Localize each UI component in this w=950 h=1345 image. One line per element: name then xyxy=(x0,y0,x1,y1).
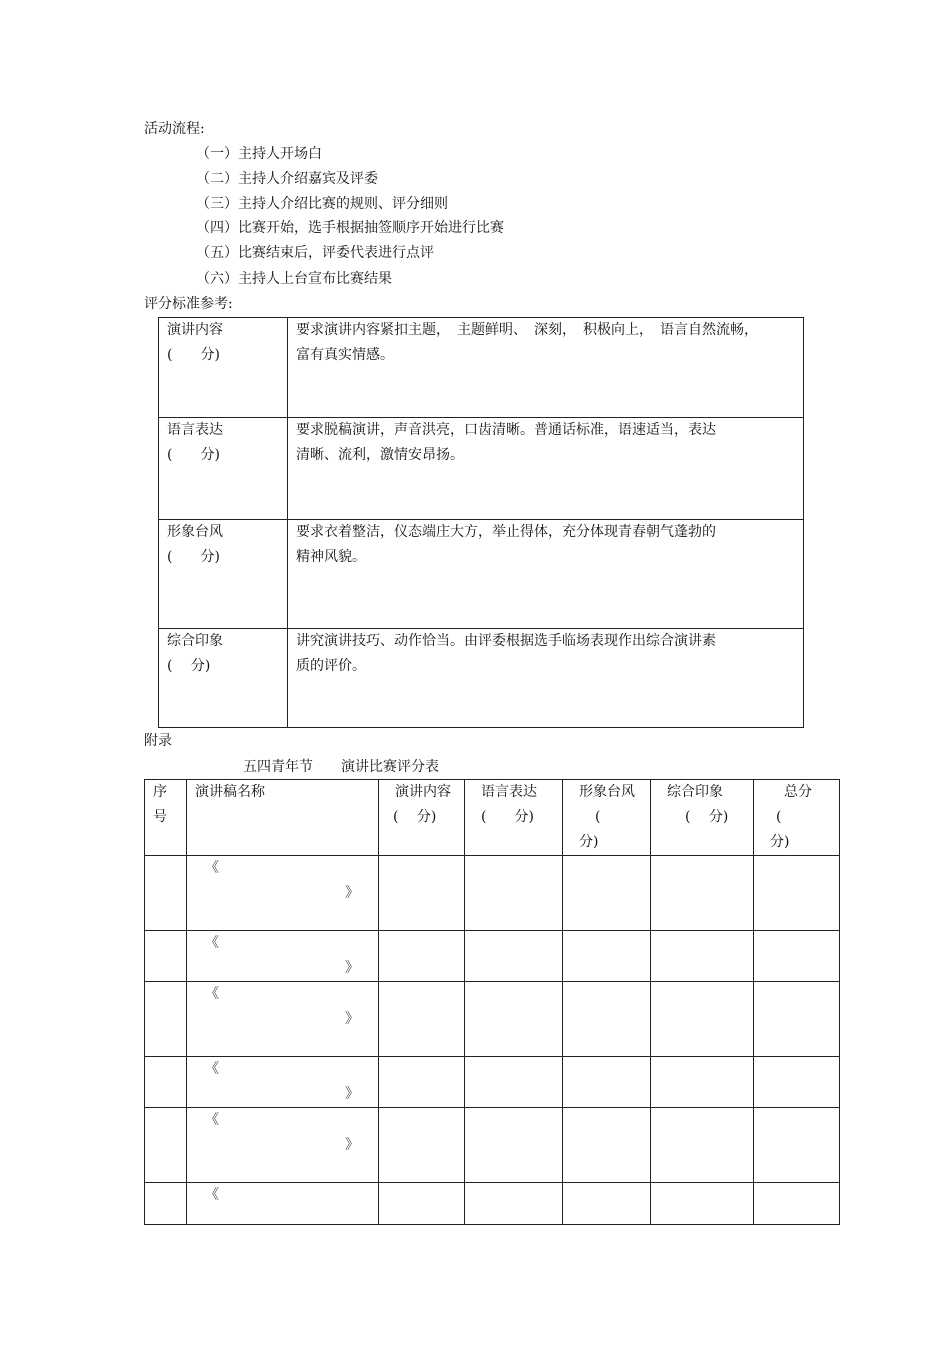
score-cell[interactable] xyxy=(465,1183,563,1225)
header-text: 总分 xyxy=(784,784,812,800)
score-cell[interactable] xyxy=(651,1183,754,1225)
open-title-mark: 《 xyxy=(205,1187,219,1203)
total-cell[interactable] xyxy=(754,982,840,1057)
header-image xyxy=(563,780,651,856)
speech-title-cell[interactable] xyxy=(187,1108,379,1183)
criteria-name-cell xyxy=(159,520,288,629)
speech-title-cell[interactable] xyxy=(187,856,379,931)
header-no xyxy=(145,780,187,856)
criteria-name-cell xyxy=(159,318,288,418)
score-cell[interactable] xyxy=(563,1108,651,1183)
score-cell[interactable] xyxy=(465,982,563,1057)
score-cell[interactable] xyxy=(651,856,754,931)
criteria-name: 演讲内容 xyxy=(167,322,223,338)
row-no-cell[interactable] xyxy=(145,1183,187,1225)
score-cell[interactable] xyxy=(563,931,651,982)
total-cell[interactable] xyxy=(754,931,840,982)
row-no-cell[interactable] xyxy=(145,982,187,1057)
criteria-name-cell xyxy=(159,418,288,520)
row-no-cell[interactable] xyxy=(145,931,187,982)
process-step: （五）比赛结束后，评委代表进行点评 xyxy=(196,245,434,261)
header-text: ( 分) xyxy=(481,809,534,825)
criteria-table xyxy=(158,317,804,728)
process-step: （六）主持人上台宣布比赛结果 xyxy=(196,271,392,287)
row-no-cell[interactable] xyxy=(145,1108,187,1183)
criteria-name: 形象台风 xyxy=(167,524,223,540)
open-title-mark: 《 xyxy=(205,986,219,1002)
score-cell[interactable] xyxy=(651,1108,754,1183)
header-text: ( 分) xyxy=(685,809,729,825)
score-cell[interactable] xyxy=(465,1108,563,1183)
criteria-desc-cell xyxy=(288,520,804,629)
header-text: 号 xyxy=(153,809,167,825)
header-text: 语言表达 xyxy=(481,784,537,800)
criteria-desc-line: 精神风貌。 xyxy=(296,549,366,565)
process-step: （一）主持人开场白 xyxy=(196,146,322,162)
criteria-points: ( 分) xyxy=(167,658,211,674)
open-title-mark: 《 xyxy=(205,935,219,951)
open-title-mark: 《 xyxy=(205,1112,219,1128)
criteria-points: ( 分) xyxy=(167,549,220,565)
header-text: 序 xyxy=(153,784,167,800)
score-cell[interactable] xyxy=(651,1057,754,1108)
criteria-row xyxy=(159,418,804,520)
score-cell[interactable] xyxy=(651,931,754,982)
header-text: 综合印象 xyxy=(667,784,723,800)
close-title-mark: 》 xyxy=(345,960,359,976)
criteria-desc-line: 要求衣着整洁，仪态端庄大方，举止得体，充分体现青春朝气蓬勃的 xyxy=(296,524,716,540)
header-text: ( 分) xyxy=(393,809,437,825)
criteria-desc-cell xyxy=(288,318,804,418)
score-cell[interactable] xyxy=(379,856,465,931)
criteria-desc-line: 富有真实情感。 xyxy=(296,347,394,363)
score-cell[interactable] xyxy=(465,931,563,982)
score-row xyxy=(145,982,840,1057)
total-cell[interactable] xyxy=(754,1183,840,1225)
score-row xyxy=(145,931,840,982)
score-cell[interactable] xyxy=(379,1108,465,1183)
header-text: 演讲稿名称 xyxy=(195,784,265,800)
score-cell[interactable] xyxy=(465,856,563,931)
score-row xyxy=(145,1108,840,1183)
process-step: （四）比赛开始，选手根据抽签顺序开始进行比赛 xyxy=(196,220,504,236)
criteria-title: 评分标准参考: xyxy=(144,296,233,312)
total-cell[interactable] xyxy=(754,856,840,931)
score-cell[interactable] xyxy=(651,982,754,1057)
score-cell[interactable] xyxy=(563,856,651,931)
open-title-mark: 《 xyxy=(205,1061,219,1077)
close-title-mark: 》 xyxy=(345,1137,359,1153)
criteria-name-cell xyxy=(159,629,288,728)
criteria-row xyxy=(159,520,804,629)
header-language xyxy=(465,780,563,856)
header-text: ( xyxy=(595,809,601,825)
criteria-points: ( 分) xyxy=(167,347,220,363)
criteria-desc-cell xyxy=(288,629,804,728)
speech-title-cell[interactable] xyxy=(187,1183,379,1225)
header-text: 分) xyxy=(770,834,790,850)
header-content xyxy=(379,780,465,856)
score-table-title: 五四青年节 演讲比赛评分表 xyxy=(243,759,439,775)
process-step: （二）主持人介绍嘉宾及评委 xyxy=(196,171,378,187)
criteria-desc-line: 清晰、流利，激情安昂扬。 xyxy=(296,447,464,463)
criteria-desc-line: 质的评价。 xyxy=(296,658,366,674)
speech-title-cell[interactable] xyxy=(187,982,379,1057)
appendix-label: 附录 xyxy=(144,733,172,749)
speech-title-cell[interactable] xyxy=(187,1057,379,1108)
score-cell[interactable] xyxy=(563,1057,651,1108)
row-no-cell[interactable] xyxy=(145,1057,187,1108)
criteria-row xyxy=(159,318,804,418)
total-cell[interactable] xyxy=(754,1057,840,1108)
criteria-desc-cell xyxy=(288,418,804,520)
open-title-mark: 《 xyxy=(205,860,219,876)
header-text: 分) xyxy=(579,834,599,850)
criteria-points: ( 分) xyxy=(167,447,220,463)
process-step: （三）主持人介绍比赛的规则、评分细则 xyxy=(196,196,448,212)
criteria-desc-line: 要求脱稿演讲，声音洪亮，口齿清晰。普通话标准，语速适当，表达 xyxy=(296,422,716,438)
score-cell[interactable] xyxy=(379,1183,465,1225)
process-title: 活动流程: xyxy=(144,121,205,137)
header-total xyxy=(754,780,840,856)
criteria-name: 语言表达 xyxy=(167,422,223,438)
header-text: 形象台风 xyxy=(579,784,635,800)
score-cell[interactable] xyxy=(465,1057,563,1108)
close-title-mark: 》 xyxy=(345,1086,359,1102)
header-text: ( xyxy=(776,809,782,825)
score-row xyxy=(145,1057,840,1108)
score-row xyxy=(145,1183,840,1225)
close-title-mark: 》 xyxy=(345,1011,359,1027)
score-header-row xyxy=(145,780,840,856)
score-table xyxy=(144,779,840,1225)
score-cell[interactable] xyxy=(379,931,465,982)
criteria-row xyxy=(159,629,804,728)
header-speech-name xyxy=(187,780,379,856)
criteria-desc-line: 要求演讲内容紧扣主题， 主题鲜明、 深刻， 积极向上， 语言自然流畅， xyxy=(296,322,758,338)
criteria-desc-line: 讲究演讲技巧、动作恰当。由评委根据选手临场表现作出综合演讲素 xyxy=(296,633,716,649)
score-cell[interactable] xyxy=(379,982,465,1057)
close-title-mark: 》 xyxy=(345,885,359,901)
score-cell[interactable] xyxy=(563,982,651,1057)
header-text: 演讲内容 xyxy=(395,784,451,800)
speech-title-cell[interactable] xyxy=(187,931,379,982)
header-overall xyxy=(651,780,754,856)
total-cell[interactable] xyxy=(754,1108,840,1183)
score-cell[interactable] xyxy=(379,1057,465,1108)
score-cell[interactable] xyxy=(563,1183,651,1225)
criteria-name: 综合印象 xyxy=(167,633,223,649)
row-no-cell[interactable] xyxy=(145,856,187,931)
score-row xyxy=(145,856,840,931)
